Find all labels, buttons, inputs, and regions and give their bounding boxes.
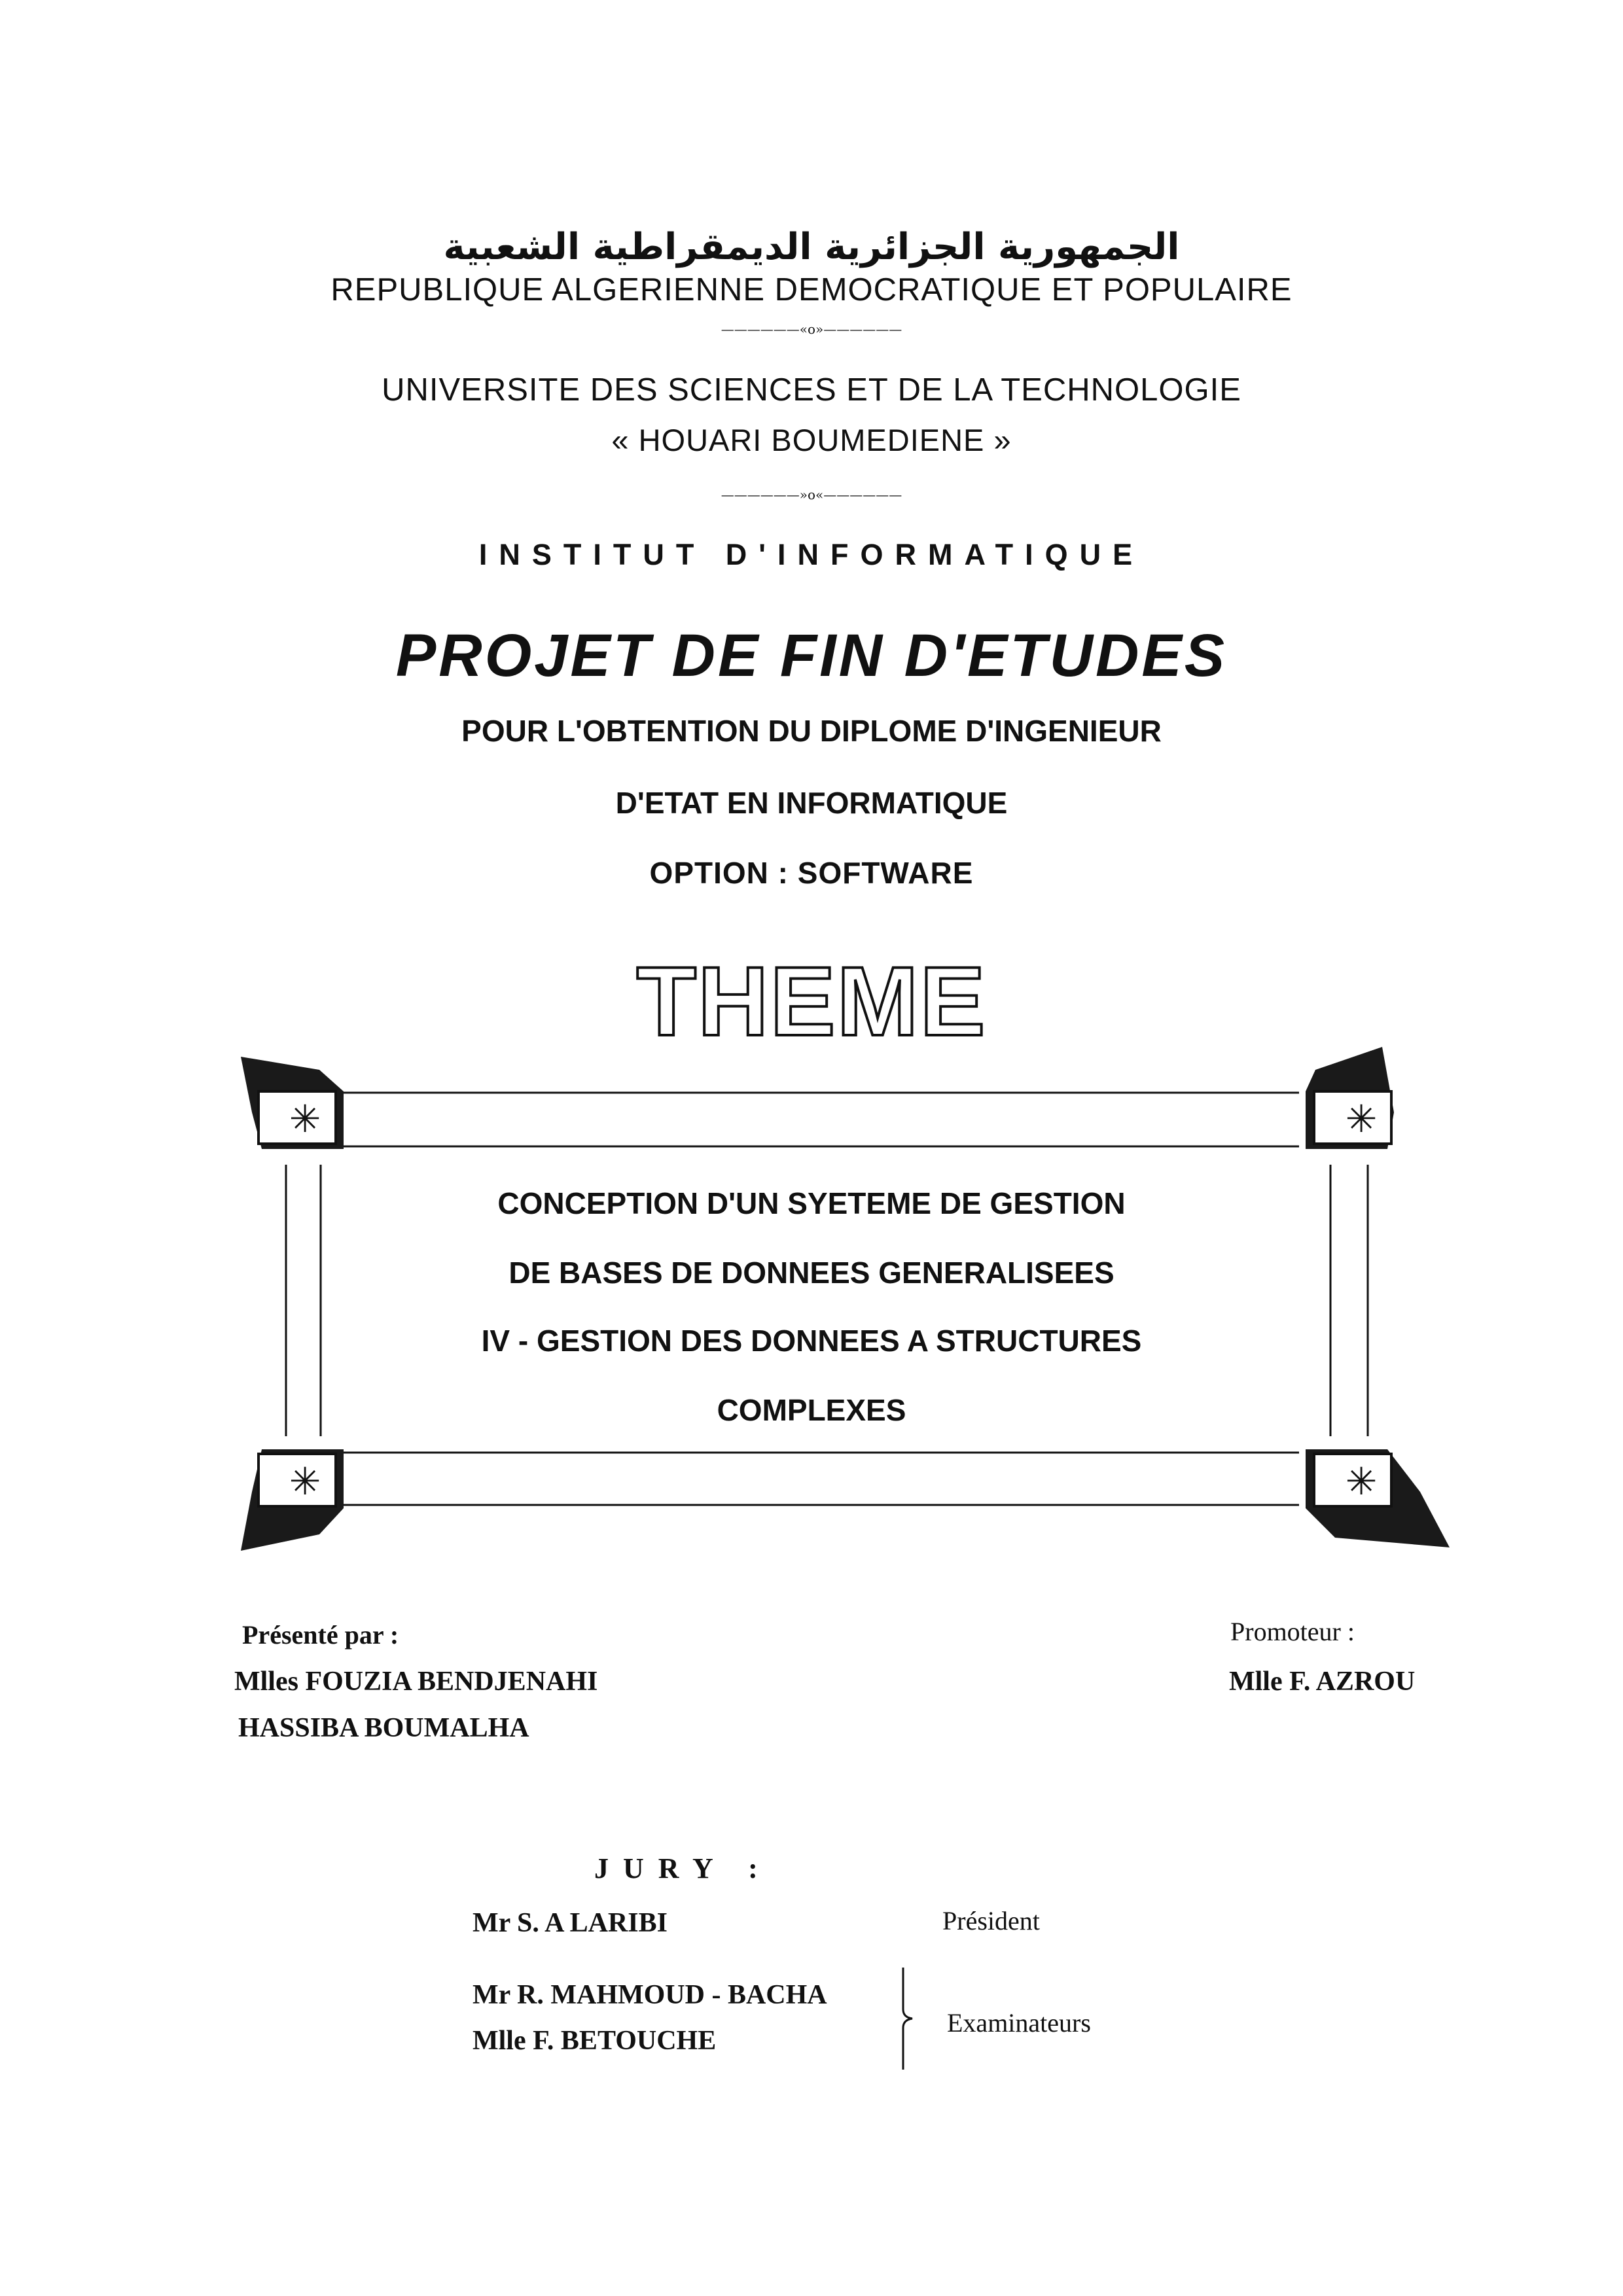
corner-ornament-bottom-left [241,1449,344,1551]
ornament-divider: ——————»o«—————— [721,487,902,503]
arabic-republic-title: الجمهورية الجزائرية الديمقراطية الشعبية [443,226,1180,268]
jury-label: JURY : [594,1852,772,1884]
brace-icon [898,1966,924,2071]
jury-examiners-role: Examinateurs [947,2008,1091,2038]
svg-text:✳: ✳ [1345,1459,1378,1504]
jury-examiner-1: Mr R. MAHMOUD - BACHA [473,1980,827,2010]
diploma-line-2: D'ETAT EN INFORMATIQUE [615,786,1008,820]
supervisor-label: Promoteur : [1230,1617,1355,1646]
project-title: PROJET DE FIN D'ETUDES [395,622,1228,689]
svg-text:✳: ✳ [1345,1097,1378,1141]
jury-president-role: Président [942,1906,1040,1935]
republic-name: REPUBLIQUE ALGERIENNE DEMOCRATIQUE ET POPULAIRE [330,272,1293,308]
university-name: UNIVERSITE DES SCIENCES ET DE LA TECHNOLOGIE [382,372,1241,408]
corner-ornament-top-right [1306,1047,1394,1149]
supervisor-name: Mlle F. AZROU [1229,1667,1416,1697]
author-line-2: HASSIBA BOUMALHA [238,1713,529,1743]
subject-line-3: IV - GESTION DES DONNEES A STRUCTURES [481,1324,1142,1358]
option-line: OPTION : SOFTWARE [649,856,974,890]
corner-ornament-bottom-right [1306,1449,1450,1547]
institute-name: INSTITUT D'INFORMATIQUE [478,538,1145,571]
subject-line-1: CONCEPTION D'UN SYETEME DE GESTION [497,1186,1126,1220]
svg-text:✳: ✳ [289,1459,321,1504]
corner-ornament-top-left [241,1057,344,1149]
authors-label: Présenté par : [242,1620,399,1650]
diploma-line-1: POUR L'OBTENTION DU DIPLOME D'INGENIEUR [461,714,1162,748]
subject-line-4: COMPLEXES [717,1393,906,1427]
jury-president-name: Mr S. A LARIBI [473,1908,668,1938]
university-subtitle: « HOUARI BOUMEDIENE » [611,423,1012,457]
svg-text:✳: ✳ [289,1097,321,1141]
author-line-1: Mlles FOUZIA BENDJENAHI [234,1667,598,1697]
jury-examiner-2: Mlle F. BETOUCHE [473,2026,717,2056]
ornament-divider: ——————«o»—————— [721,321,902,337]
theme-heading: THEME [636,946,987,1056]
subject-line-2: DE BASES DE DONNEES GENERALISEES [508,1256,1115,1290]
